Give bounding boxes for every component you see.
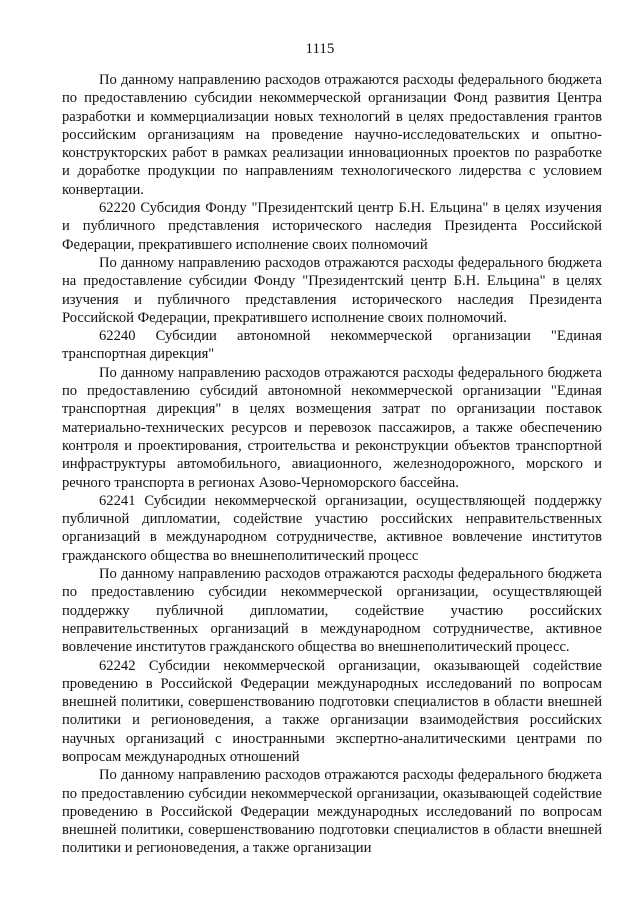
paragraph-code-62220-heading: 62220 Субсидия Фонду "Президентский центр Б.Н. Ельцина" в целях изучения и публичного представления исторического наследия Президента Российской Федерации, прекратившего исполнение своих полномочий bbox=[62, 200, 602, 253]
paragraph-code-62242-heading: 62242 Субсидии некоммерческой организации, оказывающей содействие проведению в Российской Федерации международных исследований по вопросам внешней политики, совершенствованию подготовки специалистов в области внешней политики и регионоведения, а также организации взаимодействия российских научных организаций с иностранными экспертно-аналитическими центрами по вопросам международных отношений bbox=[62, 657, 602, 765]
paragraph-code-62240-heading: 62240 Субсидии автономной некоммерческой организации "Единая транспортная дирекция" bbox=[62, 328, 602, 363]
document-body bbox=[62, 71, 602, 858]
page-number: 1115 bbox=[305, 41, 335, 57]
paragraph-subsidy-fund-description: По данному направлению расходов отражаются расходы федерального бюджета по предоставлению субсидии некоммерческой организации Фонд развития Центра разработки и коммерциализации новых технологий в целях предоставления грантов российским организациям на проведение научно-исследовательских и опытно-конструкторских работ в рамках реализации инновационных проектов по разработке и доработке продукции по направлениям технологического лидерства с условием конвертации. bbox=[62, 72, 602, 198]
paragraph-code-62242-description: По данному направлению расходов отражаются расходы федерального бюджета по предоставлению субсидии некоммерческой организации, оказывающей содействие проведению в Российской Федерации международных исследований по вопросам внешней политики, совершенствованию подготовки специалистов в области внешней политики и регионоведения, а также организации bbox=[62, 767, 602, 857]
paragraph-code-62241-description: По данному направлению расходов отражаются расходы федерального бюджета по предоставлению субсидии некоммерческой организации, осуществляющей поддержку публичной дипломатии, содействие участию российских неправительственных организаций в международном сотрудничестве, активное вовлечение институтов гражданского общества во внешнеполитический процесс. bbox=[62, 566, 602, 656]
paragraph-code-62240-description: По данному направлению расходов отражаются расходы федерального бюджета по предоставлению субсидий автономной некоммерческой организации "Единая транспортная дирекция" в целях возмещения затрат по организации поставок материально-технических ресурсов и перевозок пассажиров, а также обеспечению контроля и проектирования, строительства и реконструкции объектов транспортной инфраструктуры автомобильного, авиационного, железнодорожного, морского и речного транспорта в регионах Азово-Черноморского бассейна. bbox=[62, 364, 602, 491]
paragraph-code-62241-heading: 62241 Субсидии некоммерческой организации, осуществляющей поддержку публичной дипломатии, содействие участию российских неправительственных организаций в международном сотрудничестве, активное вовлечение институтов гражданского общества во внешнеполитический процесс bbox=[62, 492, 602, 564]
paragraph-code-62220-description: По данному направлению расходов отражаются расходы федерального бюджета на предоставление субсидии Фонду "Президентский центр Б.Н. Ельцина" в целях изучения и публичного представления исторического наследия Президента Российской Федерации, прекратившего исполнение своих полномочий. bbox=[62, 254, 602, 326]
